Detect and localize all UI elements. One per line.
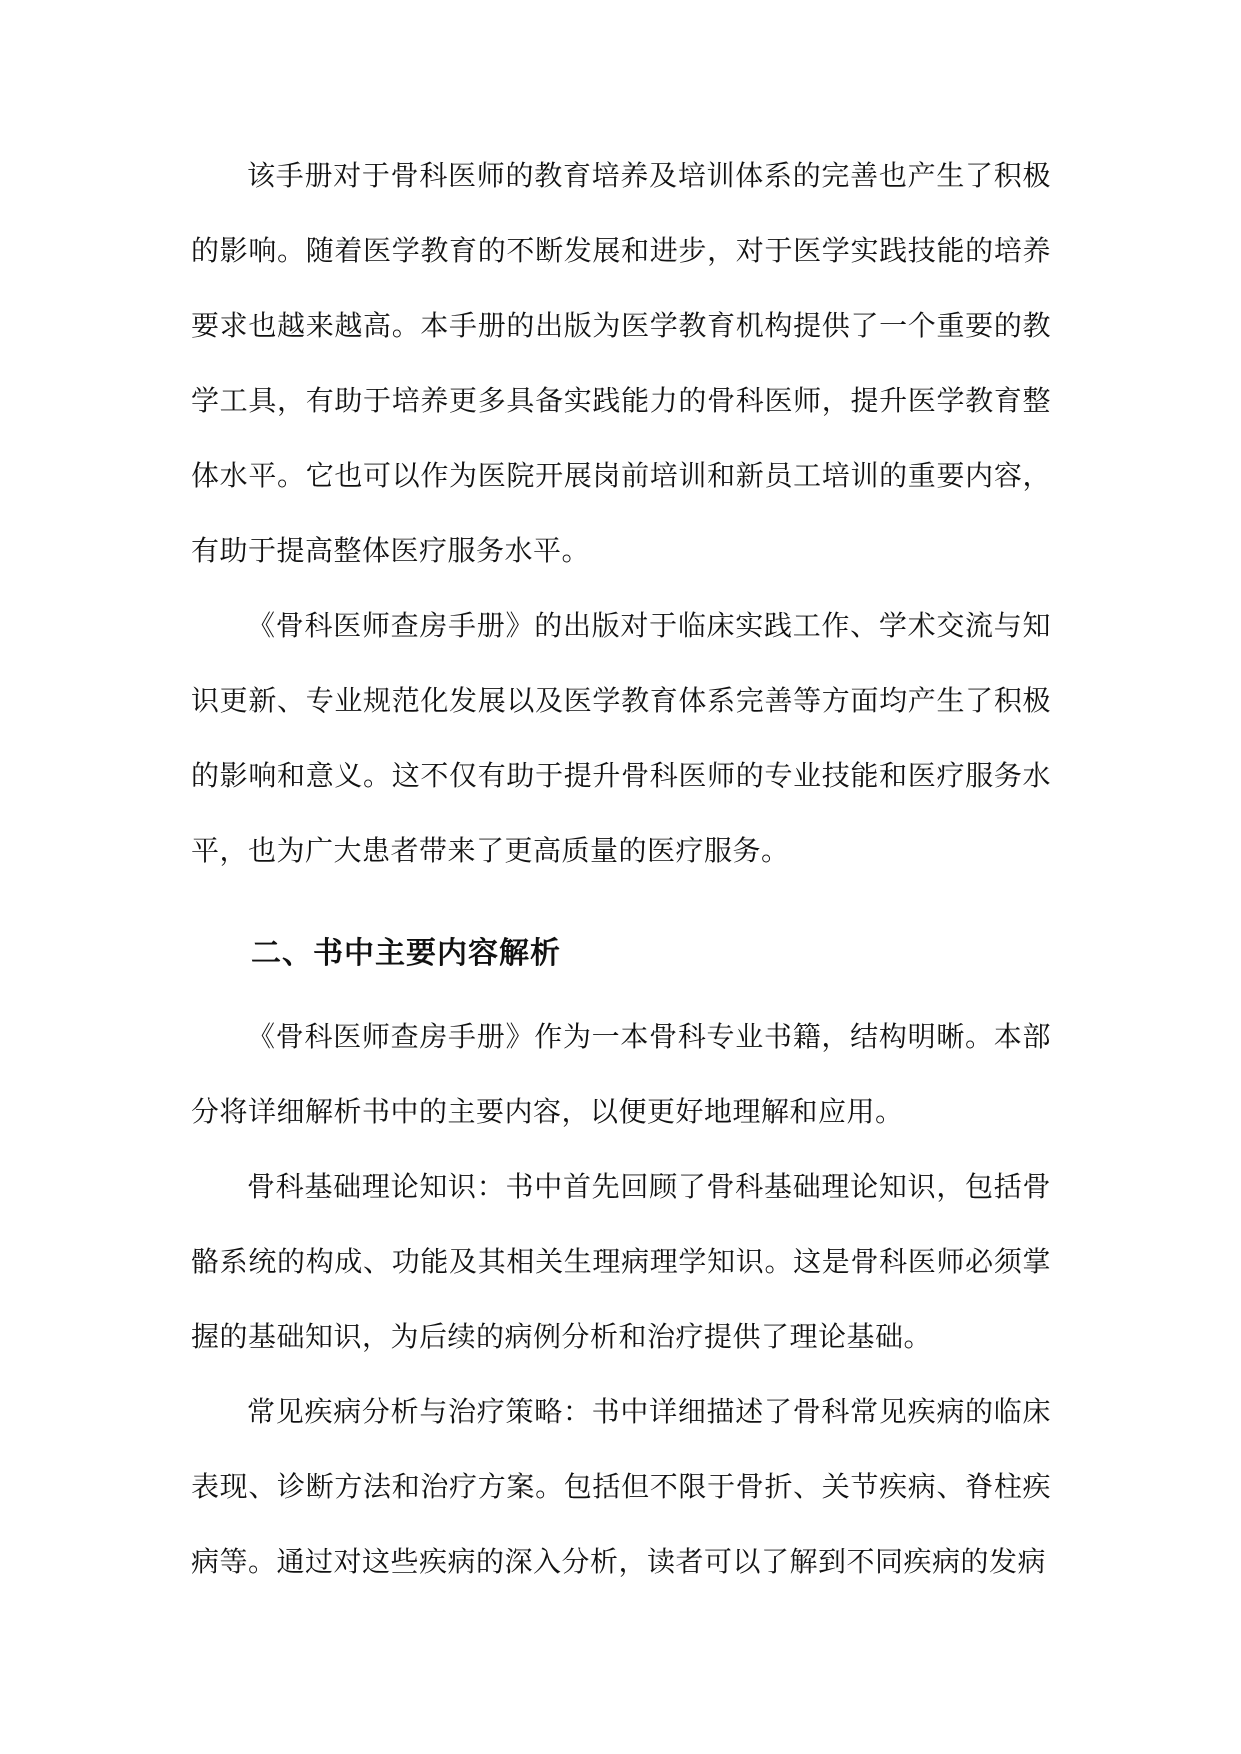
paragraph-publication-significance: 《骨科医师查房手册》的出版对于临床实践工作、学术交流与知识更新、专业规范化发展以及医学教育体系完善等方面均产生了积极的影响和意义。这不仅有助于提升骨科医师的专业技能和医疗服务水平，也为广大患者带来了更高质量的医疗服务。 (191, 609, 1051, 867)
paragraph-common-diseases: 常见疾病分析与治疗策略：书中详细描述了骨科常见疾病的临床表现、诊断方法和治疗方案。包括但不限于骨折、关节疾病、脊柱疾病等。通过对这些疾病的深入分析，读者可以了解到不同疾病的发病 (191, 1395, 1051, 1578)
paragraph-basic-theory: 骨科基础理论知识：书中首先回顾了骨科基础理论知识，包括骨骼系统的构成、功能及其相关生理病理学知识。这是骨科医师必须掌握的基础知识，为后续的病例分析和治疗提供了理论基础。 (191, 1170, 1051, 1353)
paragraph-education-impact: 该手册对于骨科医师的教育培养及培训体系的完善也产生了积极的影响。随着医学教育的不断发展和进步，对于医学实践技能的培养要求也越来越高。本手册的出版为医学教育机构提供了一个重要的教学工具，有助于培养更多具备实践能力的骨科医师，提升医学教育整体水平。它也可以作为医院开展岗前培训和新员工培训的重要内容，有助于提高整体医疗服务水平。 (191, 159, 1051, 567)
page-content (191, 138, 1051, 1599)
paragraph-section-intro: 《骨科医师查房手册》作为一本骨科专业书籍，结构明晰。本部分将详细解析书中的主要内容，以便更好地理解和应用。 (191, 1020, 1051, 1128)
section-heading: 二、书中主要内容解析 (251, 936, 561, 971)
